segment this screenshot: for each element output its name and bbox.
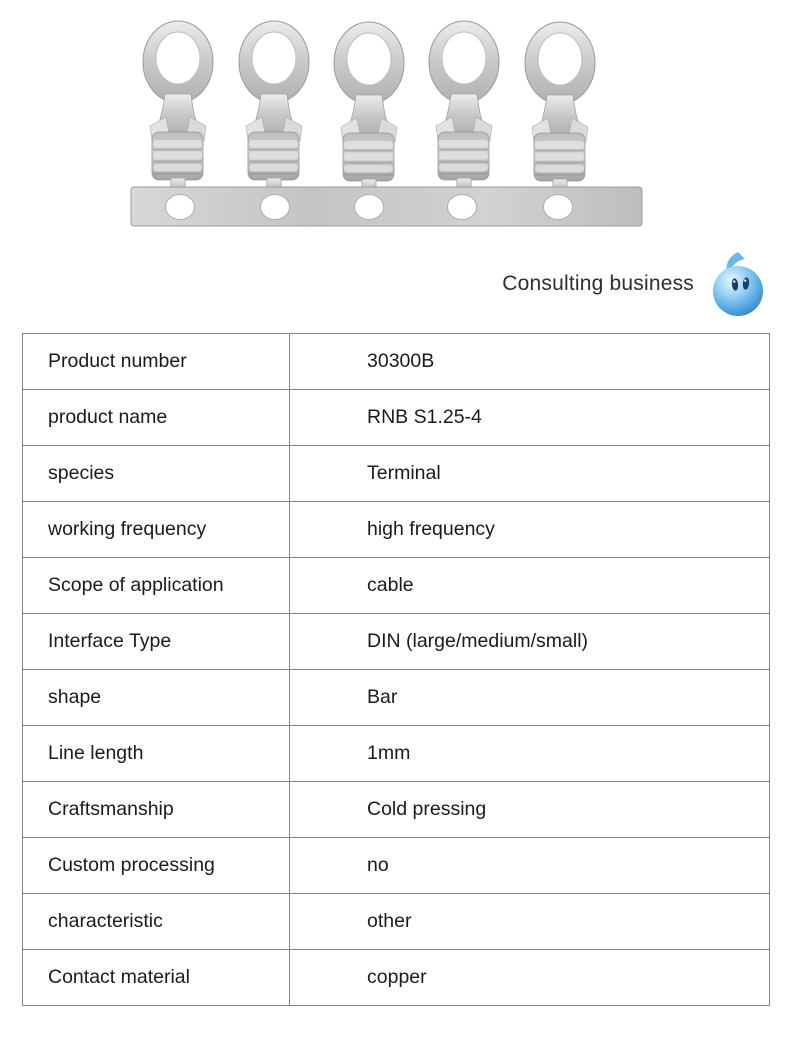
spec-label-cell: Custom processing (23, 838, 290, 894)
spec-row (23, 502, 770, 558)
spec-label-cell: Contact material (23, 950, 290, 1006)
spec-value-cell: RNB S1.25-4 (290, 390, 770, 446)
spec-row (23, 446, 770, 502)
spec-row (23, 614, 770, 670)
spec-label-cell: Interface Type (23, 614, 290, 670)
spec-row (23, 726, 770, 782)
spec-value-cell: Bar (290, 670, 770, 726)
spec-row (23, 334, 770, 390)
spec-value-cell: Cold pressing (290, 782, 770, 838)
spec-label-cell: species (23, 446, 290, 502)
spec-table-body (23, 334, 770, 1006)
spec-label-cell: shape (23, 670, 290, 726)
spec-value-cell: 30300B (290, 334, 770, 390)
spec-row (23, 558, 770, 614)
spec-row (23, 894, 770, 950)
spec-table-container (22, 333, 770, 1006)
consult-link[interactable] (0, 248, 790, 320)
spec-row (23, 782, 770, 838)
spec-value-cell: 1mm (290, 726, 770, 782)
spec-row (23, 670, 770, 726)
spec-row (23, 950, 770, 1006)
spec-value-cell: Terminal (290, 446, 770, 502)
water-drop-mascot-icon[interactable] (704, 251, 770, 317)
spec-label-cell: product name (23, 390, 290, 446)
spec-label-cell: Product number (23, 334, 290, 390)
spec-value-cell: DIN (large/medium/small) (290, 614, 770, 670)
spec-row (23, 390, 770, 446)
consult-label[interactable]: Consulting business (502, 272, 694, 295)
spec-label-cell: working frequency (23, 502, 290, 558)
spec-value-cell: other (290, 894, 770, 950)
product-photo-ring-terminals (0, 0, 790, 250)
spec-label-cell: characteristic (23, 894, 290, 950)
spec-table (22, 333, 770, 1006)
spec-row (23, 838, 770, 894)
spec-label-cell: Scope of application (23, 558, 290, 614)
spec-value-cell: cable (290, 558, 770, 614)
spec-value-cell: no (290, 838, 770, 894)
spec-value-cell: high frequency (290, 502, 770, 558)
spec-label-cell: Line length (23, 726, 290, 782)
spec-value-cell: copper (290, 950, 770, 1006)
spec-label-cell: Craftsmanship (23, 782, 290, 838)
